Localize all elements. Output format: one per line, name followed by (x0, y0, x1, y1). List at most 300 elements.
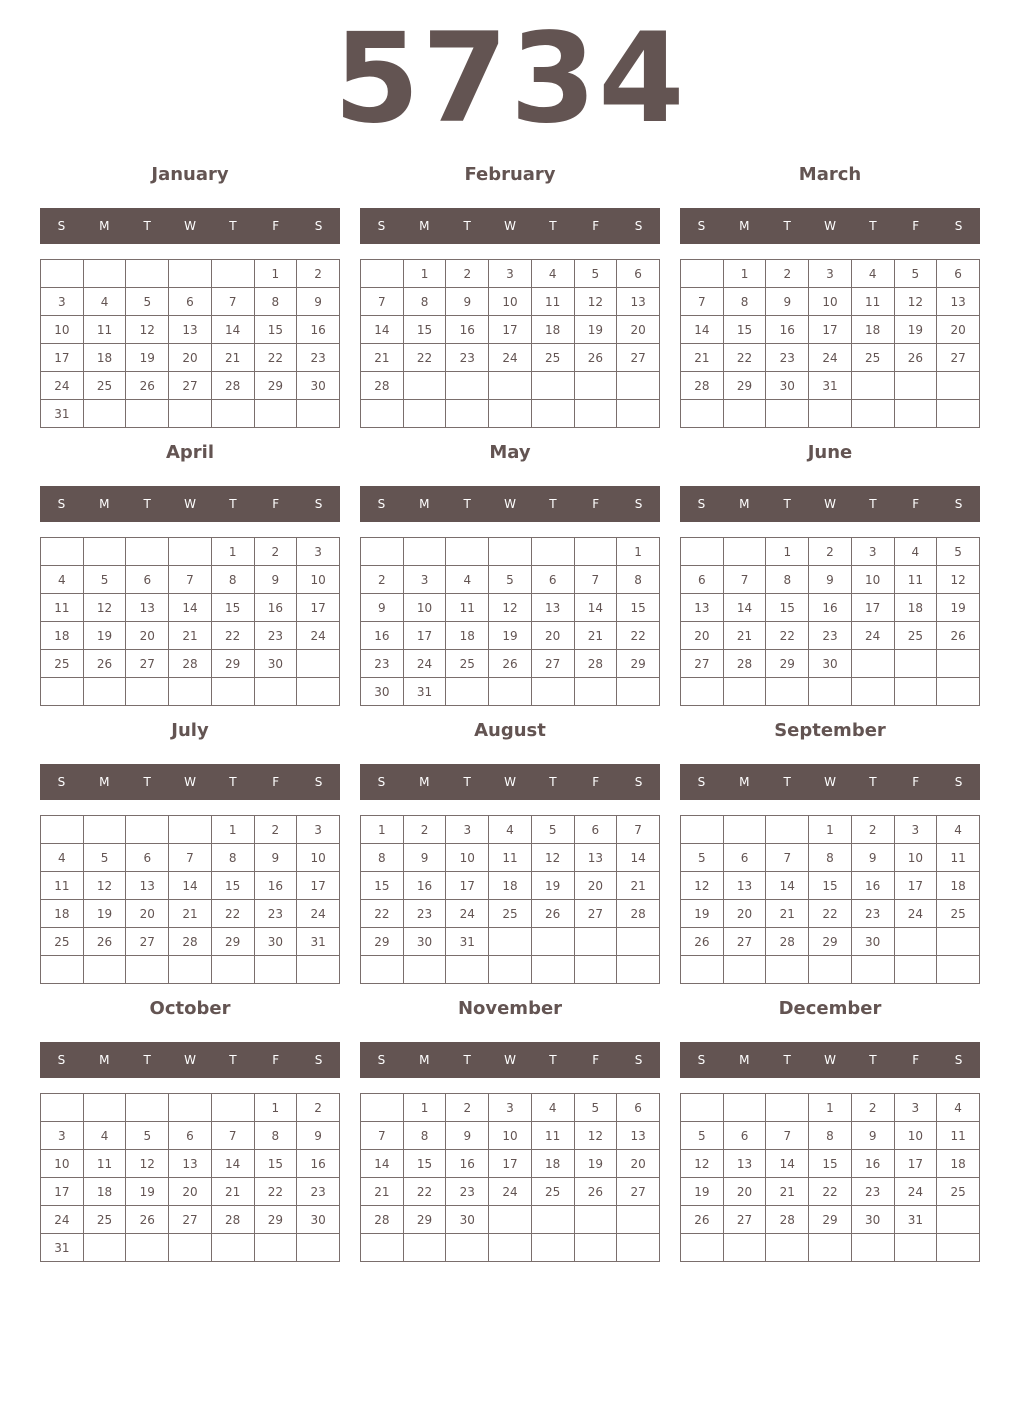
day-cell: 5 (83, 566, 126, 594)
day-cell: 3 (297, 538, 340, 566)
day-cell: 14 (766, 1150, 809, 1178)
day-cell: 12 (894, 288, 937, 316)
day-cell (766, 1234, 809, 1262)
day-cell (489, 1234, 532, 1262)
day-cell (361, 1234, 404, 1262)
week-row (681, 1206, 980, 1234)
day-cell: 28 (211, 372, 254, 400)
weekday-header (680, 764, 980, 800)
day-cell (297, 650, 340, 678)
day-cell: 1 (723, 260, 766, 288)
day-cell: 13 (617, 1122, 660, 1150)
weekday-header (680, 1042, 980, 1078)
day-cell: 12 (937, 566, 980, 594)
day-cell (681, 816, 724, 844)
weekday-label: S (57, 1053, 66, 1067)
day-cell: 2 (446, 260, 489, 288)
weekday-label: F (592, 775, 600, 789)
day-cell: 2 (254, 816, 297, 844)
day-cell (297, 400, 340, 428)
day-cell: 22 (766, 622, 809, 650)
day-cell (851, 678, 894, 706)
weekday-label: T (229, 219, 237, 233)
day-cell: 4 (83, 288, 126, 316)
month-name: April (165, 442, 215, 463)
month-name: August (474, 720, 546, 741)
day-cell: 26 (894, 344, 937, 372)
day-cell (681, 538, 724, 566)
day-cell: 19 (937, 594, 980, 622)
day-cell: 30 (851, 928, 894, 956)
day-cell: 1 (809, 1094, 852, 1122)
day-cell: 7 (617, 816, 660, 844)
day-grid (40, 815, 340, 984)
weekday-label: M (739, 219, 750, 233)
day-cell (574, 1234, 617, 1262)
weekday-header (360, 1042, 660, 1078)
day-cell (617, 956, 660, 984)
day-cell (41, 816, 84, 844)
day-cell: 3 (403, 566, 446, 594)
weekday-label: F (592, 1053, 600, 1067)
day-cell: 6 (681, 566, 724, 594)
day-cell: 8 (211, 844, 254, 872)
day-cell: 20 (126, 622, 169, 650)
day-cell: 14 (361, 1150, 404, 1178)
weekday-label: T (463, 497, 471, 511)
weekday-label: S (57, 775, 66, 789)
day-cell: 9 (297, 288, 340, 316)
day-cell: 13 (574, 844, 617, 872)
day-cell (489, 928, 532, 956)
day-cell (617, 400, 660, 428)
week-row (681, 316, 980, 344)
day-cell: 8 (211, 566, 254, 594)
day-cell: 6 (531, 566, 574, 594)
day-cell: 25 (41, 928, 84, 956)
day-cell (894, 956, 937, 984)
day-cell: 12 (489, 594, 532, 622)
day-cell (403, 956, 446, 984)
weekday-label: F (272, 1053, 280, 1067)
day-cell (361, 538, 404, 566)
week-row (681, 816, 980, 844)
day-cell: 19 (574, 316, 617, 344)
day-cell: 23 (809, 622, 852, 650)
day-cell: 28 (617, 900, 660, 928)
day-cell (446, 400, 489, 428)
day-cell: 2 (297, 1094, 340, 1122)
day-cell: 17 (297, 594, 340, 622)
day-cell (937, 928, 980, 956)
day-cell: 20 (937, 316, 980, 344)
weekday-label: S (954, 497, 963, 511)
day-cell: 2 (297, 260, 340, 288)
day-cell: 14 (723, 594, 766, 622)
weekday-label: S (314, 497, 323, 511)
week-row (361, 844, 660, 872)
day-cell: 1 (403, 260, 446, 288)
day-cell: 28 (211, 1206, 254, 1234)
day-cell: 22 (809, 900, 852, 928)
day-cell: 18 (531, 316, 574, 344)
day-cell: 3 (297, 816, 340, 844)
day-cell: 18 (531, 1150, 574, 1178)
day-cell: 23 (254, 900, 297, 928)
month-name: May (489, 442, 531, 463)
day-cell: 20 (531, 622, 574, 650)
weekday-label: M (99, 219, 110, 233)
day-cell: 2 (851, 1094, 894, 1122)
day-cell: 4 (41, 566, 84, 594)
day-cell (809, 1234, 852, 1262)
day-cell: 31 (403, 678, 446, 706)
day-cell (937, 1206, 980, 1234)
weekday-header (40, 486, 340, 522)
weekday-label: M (99, 775, 110, 789)
day-cell: 29 (617, 650, 660, 678)
day-cell: 20 (617, 316, 660, 344)
day-cell: 18 (851, 316, 894, 344)
day-cell: 18 (937, 1150, 980, 1178)
day-cell: 1 (617, 538, 660, 566)
day-cell: 7 (766, 1122, 809, 1150)
day-cell: 30 (254, 928, 297, 956)
day-cell: 22 (361, 900, 404, 928)
day-cell: 9 (851, 844, 894, 872)
month-name: September (774, 720, 886, 741)
day-cell (617, 372, 660, 400)
day-cell: 9 (766, 288, 809, 316)
day-cell: 23 (446, 1178, 489, 1206)
day-cell (723, 678, 766, 706)
day-cell (446, 678, 489, 706)
day-cell (446, 372, 489, 400)
week-row (361, 400, 660, 428)
weekday-label: S (697, 775, 706, 789)
week-row (361, 622, 660, 650)
day-cell (617, 678, 660, 706)
day-cell (41, 678, 84, 706)
week-row (41, 1206, 340, 1234)
day-cell: 27 (531, 650, 574, 678)
weekday-label: T (549, 775, 557, 789)
week-row (361, 344, 660, 372)
week-row (681, 956, 980, 984)
day-cell: 16 (254, 594, 297, 622)
day-cell: 6 (723, 844, 766, 872)
day-cell (723, 816, 766, 844)
day-cell: 10 (809, 288, 852, 316)
week-row (361, 1178, 660, 1206)
day-cell: 1 (211, 816, 254, 844)
day-cell (361, 1094, 404, 1122)
day-cell: 10 (41, 316, 84, 344)
day-cell: 11 (937, 1122, 980, 1150)
day-grid (40, 1093, 340, 1262)
day-cell (489, 1206, 532, 1234)
weekday-label: T (143, 775, 151, 789)
day-cell: 28 (169, 650, 212, 678)
weekday-label: S (954, 775, 963, 789)
day-cell: 1 (361, 816, 404, 844)
week-row (361, 1094, 660, 1122)
day-cell: 6 (723, 1122, 766, 1150)
day-cell: 6 (126, 566, 169, 594)
day-cell (403, 538, 446, 566)
weekday-label: M (419, 497, 430, 511)
weekday-label: T (229, 775, 237, 789)
day-cell: 16 (851, 1150, 894, 1178)
day-cell (937, 678, 980, 706)
day-cell (83, 1234, 126, 1262)
day-grid (360, 1093, 660, 1262)
day-cell (531, 678, 574, 706)
week-row (681, 594, 980, 622)
day-cell: 17 (297, 872, 340, 900)
week-row (681, 400, 980, 428)
day-grid (360, 537, 660, 706)
day-cell (851, 372, 894, 400)
day-cell: 22 (617, 622, 660, 650)
day-cell (126, 1234, 169, 1262)
week-row (361, 928, 660, 956)
day-cell: 17 (851, 594, 894, 622)
day-cell: 30 (297, 1206, 340, 1234)
day-cell (126, 816, 169, 844)
day-cell: 15 (617, 594, 660, 622)
day-cell: 13 (169, 316, 212, 344)
day-cell (681, 1234, 724, 1262)
month-name: July (171, 720, 209, 741)
day-cell (937, 650, 980, 678)
day-cell: 10 (446, 844, 489, 872)
day-cell: 4 (937, 1094, 980, 1122)
day-cell: 14 (766, 872, 809, 900)
day-cell: 21 (361, 1178, 404, 1206)
day-cell: 1 (403, 1094, 446, 1122)
day-cell: 19 (489, 622, 532, 650)
week-row (361, 316, 660, 344)
day-cell: 11 (83, 316, 126, 344)
week-row (361, 566, 660, 594)
day-cell: 17 (403, 622, 446, 650)
day-cell (531, 956, 574, 984)
weekday-label: T (229, 497, 237, 511)
week-row (681, 928, 980, 956)
day-cell (169, 956, 212, 984)
day-cell: 27 (617, 1178, 660, 1206)
day-cell: 17 (489, 316, 532, 344)
day-cell: 25 (851, 344, 894, 372)
day-cell (894, 650, 937, 678)
day-cell: 21 (211, 344, 254, 372)
day-cell: 20 (126, 900, 169, 928)
day-cell (361, 260, 404, 288)
day-cell (937, 400, 980, 428)
day-cell: 5 (531, 816, 574, 844)
day-cell: 9 (254, 844, 297, 872)
day-cell (937, 372, 980, 400)
weekday-label: T (783, 497, 791, 511)
day-cell: 24 (41, 1206, 84, 1234)
day-cell: 18 (489, 872, 532, 900)
day-cell (169, 400, 212, 428)
day-cell: 21 (169, 622, 212, 650)
day-cell: 1 (254, 1094, 297, 1122)
day-cell (297, 1234, 340, 1262)
week-row (681, 872, 980, 900)
day-cell: 26 (126, 372, 169, 400)
day-cell (937, 956, 980, 984)
day-cell (297, 678, 340, 706)
day-cell: 2 (446, 1094, 489, 1122)
week-row (361, 1206, 660, 1234)
day-cell: 28 (574, 650, 617, 678)
day-cell: 25 (531, 1178, 574, 1206)
day-cell: 3 (41, 288, 84, 316)
day-cell: 24 (403, 650, 446, 678)
day-cell (446, 1234, 489, 1262)
day-grid (40, 259, 340, 428)
weekday-header (680, 208, 980, 244)
week-row (41, 872, 340, 900)
weekday-label: S (314, 1053, 323, 1067)
day-cell (574, 1206, 617, 1234)
day-grid (360, 815, 660, 984)
day-cell: 4 (531, 260, 574, 288)
day-cell (126, 538, 169, 566)
day-cell: 7 (361, 288, 404, 316)
day-cell (809, 956, 852, 984)
day-cell (851, 1234, 894, 1262)
weekday-label: F (272, 497, 280, 511)
day-cell: 7 (169, 566, 212, 594)
week-row (681, 650, 980, 678)
day-cell: 5 (574, 260, 617, 288)
weekday-label: T (783, 219, 791, 233)
day-cell: 30 (403, 928, 446, 956)
day-cell: 1 (766, 538, 809, 566)
day-cell: 3 (41, 1122, 84, 1150)
day-cell (211, 400, 254, 428)
day-cell: 26 (531, 900, 574, 928)
day-cell: 17 (489, 1150, 532, 1178)
day-cell: 7 (681, 288, 724, 316)
day-cell: 29 (723, 372, 766, 400)
day-cell (681, 1094, 724, 1122)
day-cell: 24 (41, 372, 84, 400)
day-cell: 28 (766, 928, 809, 956)
day-cell: 28 (766, 1206, 809, 1234)
day-cell: 28 (361, 372, 404, 400)
day-cell: 20 (169, 1178, 212, 1206)
day-cell: 21 (723, 622, 766, 650)
week-row (361, 650, 660, 678)
day-cell: 6 (169, 288, 212, 316)
day-cell (531, 1234, 574, 1262)
day-cell: 15 (723, 316, 766, 344)
week-row (681, 538, 980, 566)
day-cell (894, 372, 937, 400)
day-cell: 15 (361, 872, 404, 900)
day-cell: 5 (894, 260, 937, 288)
day-cell: 18 (894, 594, 937, 622)
day-cell: 5 (83, 844, 126, 872)
day-cell: 9 (297, 1122, 340, 1150)
day-cell: 22 (254, 344, 297, 372)
weekday-header (360, 208, 660, 244)
day-cell: 13 (723, 1150, 766, 1178)
day-cell: 26 (681, 1206, 724, 1234)
day-cell: 2 (766, 260, 809, 288)
day-cell: 5 (574, 1094, 617, 1122)
day-cell: 26 (574, 1178, 617, 1206)
weekday-header (40, 1042, 340, 1078)
day-cell: 17 (809, 316, 852, 344)
day-cell: 15 (403, 1150, 446, 1178)
day-cell: 2 (361, 566, 404, 594)
day-cell: 21 (574, 622, 617, 650)
week-row (681, 1122, 980, 1150)
day-cell (489, 400, 532, 428)
weekday-label: T (869, 219, 877, 233)
day-cell: 19 (574, 1150, 617, 1178)
week-row (361, 594, 660, 622)
day-cell (766, 678, 809, 706)
week-row (681, 900, 980, 928)
day-cell (809, 400, 852, 428)
week-row (361, 1234, 660, 1262)
day-cell: 11 (489, 844, 532, 872)
weekday-header (680, 486, 980, 522)
day-cell: 15 (403, 316, 446, 344)
weekday-label: T (869, 775, 877, 789)
weekday-label: S (697, 497, 706, 511)
day-cell: 10 (489, 1122, 532, 1150)
day-cell (126, 400, 169, 428)
month-name: March (798, 164, 862, 185)
day-cell: 13 (937, 288, 980, 316)
week-row (681, 566, 980, 594)
day-cell: 11 (531, 288, 574, 316)
day-cell: 3 (894, 816, 937, 844)
weekday-label: S (314, 219, 323, 233)
day-cell (851, 650, 894, 678)
day-cell: 31 (41, 1234, 84, 1262)
day-cell: 18 (41, 622, 84, 650)
week-row (681, 344, 980, 372)
weekday-label: T (463, 1053, 471, 1067)
day-cell: 27 (617, 344, 660, 372)
week-row (681, 678, 980, 706)
day-cell: 2 (809, 538, 852, 566)
day-cell (531, 538, 574, 566)
day-cell (446, 538, 489, 566)
day-cell: 30 (361, 678, 404, 706)
week-row (681, 1094, 980, 1122)
weekday-label: S (377, 775, 386, 789)
weekday-label: M (419, 775, 430, 789)
day-cell: 29 (809, 1206, 852, 1234)
week-row (41, 316, 340, 344)
day-cell: 15 (766, 594, 809, 622)
day-cell: 16 (809, 594, 852, 622)
day-grid (680, 815, 980, 984)
day-cell: 14 (169, 872, 212, 900)
month-name: February (464, 164, 556, 185)
day-cell (83, 538, 126, 566)
